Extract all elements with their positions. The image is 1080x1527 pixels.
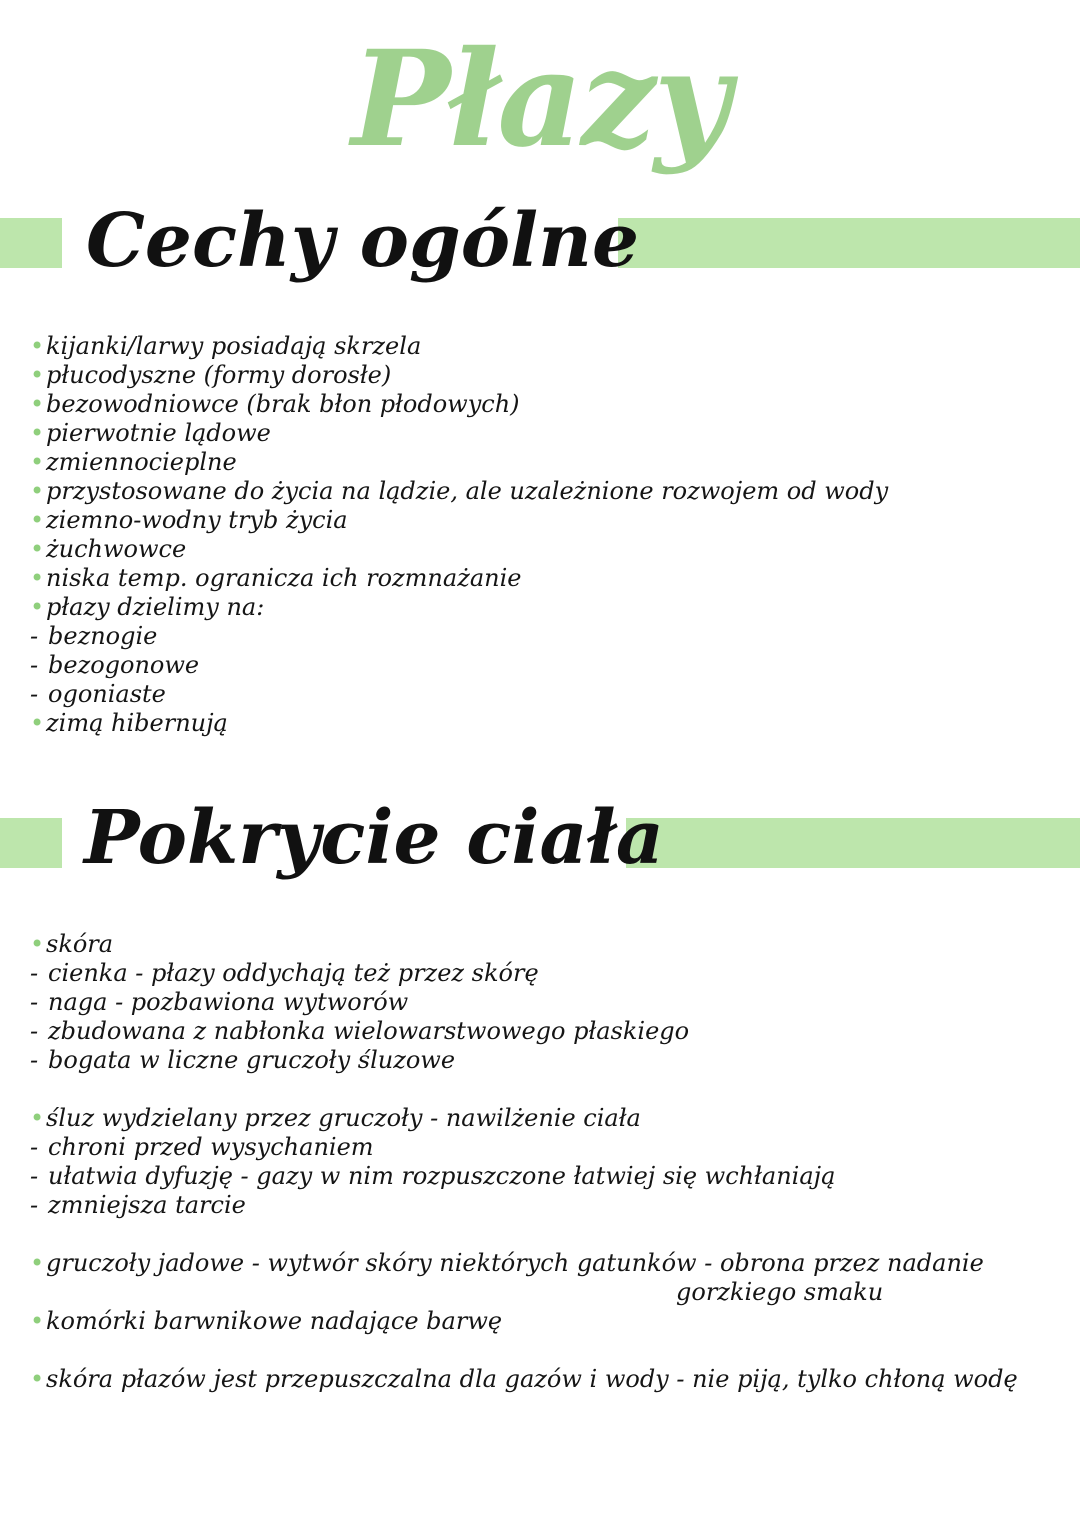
list-item xyxy=(30,361,888,390)
list-item-text: chroni przed wysychaniem xyxy=(48,1133,374,1161)
list-item xyxy=(30,1075,1018,1104)
body-covering-list xyxy=(30,930,1018,1394)
list-item-text: pierwotnie lądowe xyxy=(46,419,271,447)
bullet-icon: • xyxy=(30,361,45,389)
list-item-text: kijanki/larwy posiadają skrzela xyxy=(46,332,422,360)
list-item-text: komórki barwnikowe nadające barwę xyxy=(46,1307,503,1335)
dash-marker: - xyxy=(30,959,39,987)
list-item-text: bezogonowe xyxy=(48,651,200,679)
list-item xyxy=(30,390,888,419)
list-item xyxy=(30,1046,1018,1075)
list-item-text: śluz wydzielany przez gruczoły - nawilżenie ciała xyxy=(46,1104,641,1132)
list-item-text: gruczoły jadowe - wytwór skóry niektórych gatunków - obrona przez nadanie xyxy=(46,1249,984,1277)
dash-marker: - xyxy=(30,988,39,1016)
list-item-text: zmiennocieplne xyxy=(46,448,237,476)
dash-marker: - xyxy=(30,1133,39,1161)
bullet-icon: • xyxy=(30,506,45,534)
list-item-text: płucodyszne (formy dorosłe) xyxy=(46,361,392,389)
bullet-icon: • xyxy=(30,593,45,621)
list-item xyxy=(30,988,1018,1017)
list-item-text: bogata w liczne gruczoły śluzowe xyxy=(48,1046,456,1074)
bullet-icon: • xyxy=(30,477,45,505)
section-heading-body-covering: Pokrycie ciała xyxy=(84,795,664,881)
dash-marker: - xyxy=(30,622,39,650)
list-item-text: zmniejsza tarcie xyxy=(48,1191,246,1219)
list-item-text: ułatwia dyfuzję - gazy w nim rozpuszczone łatwiej się wchłaniają xyxy=(48,1162,836,1190)
list-item-text: gorzkiego smaku xyxy=(676,1278,884,1306)
list-item xyxy=(30,1220,1018,1249)
bullet-icon: • xyxy=(30,564,45,592)
list-item xyxy=(30,709,888,738)
list-item xyxy=(30,506,888,535)
bullet-icon: • xyxy=(30,419,45,447)
heading-band-right xyxy=(626,818,1080,868)
dash-marker: - xyxy=(30,680,39,708)
list-item xyxy=(30,651,888,680)
bullet-icon: • xyxy=(30,1249,45,1277)
list-item xyxy=(30,332,888,361)
list-item-text: niska temp. ogranicza ich rozmnażanie xyxy=(46,564,522,592)
bullet-icon: • xyxy=(30,1104,45,1132)
heading-band-left xyxy=(0,818,62,868)
list-item xyxy=(30,477,888,506)
list-item-text: cienka - płazy oddychają też przez skórę xyxy=(48,959,539,987)
list-item xyxy=(30,1017,1018,1046)
list-item-text: beznogie xyxy=(48,622,158,650)
list-item xyxy=(30,680,888,709)
list-item xyxy=(30,622,888,651)
list-item xyxy=(30,1104,1018,1133)
bullet-icon: • xyxy=(30,1365,45,1393)
list-item xyxy=(30,959,1018,988)
list-item-text: zbudowana z nabłonka wielowarstwowego płaskiego xyxy=(48,1017,690,1045)
list-item xyxy=(30,1307,1018,1336)
general-features-list xyxy=(30,332,888,738)
page-title: Płazy xyxy=(351,22,729,177)
list-item-text: skóra płazów jest przepuszczalna dla gazów i wody - nie piją, tylko chłoną wodę xyxy=(46,1365,1018,1393)
list-item xyxy=(30,593,888,622)
dash-marker: - xyxy=(30,1017,39,1045)
bullet-icon: • xyxy=(30,930,45,958)
bullet-icon: • xyxy=(30,390,45,418)
heading-band-right xyxy=(618,218,1080,268)
list-item xyxy=(30,1191,1018,1220)
bullet-icon: • xyxy=(30,709,45,737)
list-item-text: płazy dzielimy na: xyxy=(46,593,265,621)
list-item xyxy=(30,1336,1018,1365)
list-item xyxy=(30,1249,1018,1278)
list-item-text: przystosowane do życia na lądzie, ale uzależnione rozwojem od wody xyxy=(46,477,889,505)
list-item xyxy=(30,930,1018,959)
list-item-text: żuchwowce xyxy=(46,535,187,563)
list-item-text: ziemno-wodny tryb życia xyxy=(46,506,348,534)
list-item xyxy=(30,1133,1018,1162)
bullet-icon: • xyxy=(30,448,45,476)
section-heading-general: Cechy ogólne xyxy=(86,198,640,284)
list-item xyxy=(30,1365,1018,1394)
list-item xyxy=(30,535,888,564)
list-item xyxy=(30,448,888,477)
list-item-text: zimą hibernują xyxy=(46,709,228,737)
list-item xyxy=(30,419,888,448)
list-item-text: bezowodniowce (brak błon płodowych) xyxy=(46,390,520,418)
bullet-icon: • xyxy=(30,535,45,563)
list-item-text: naga - pozbawiona wytworów xyxy=(48,988,409,1016)
list-item-text: skóra xyxy=(46,930,114,958)
list-item xyxy=(30,1162,1018,1191)
dash-marker: - xyxy=(30,651,39,679)
bullet-icon: • xyxy=(30,1307,45,1335)
list-item xyxy=(30,564,888,593)
dash-marker: - xyxy=(30,1162,39,1190)
dash-marker: - xyxy=(30,1191,39,1219)
list-item-text: ogoniaste xyxy=(48,680,166,708)
dash-marker: - xyxy=(30,1046,39,1074)
bullet-icon: • xyxy=(30,332,45,360)
heading-band-left xyxy=(0,218,62,268)
list-item xyxy=(30,1278,1018,1307)
